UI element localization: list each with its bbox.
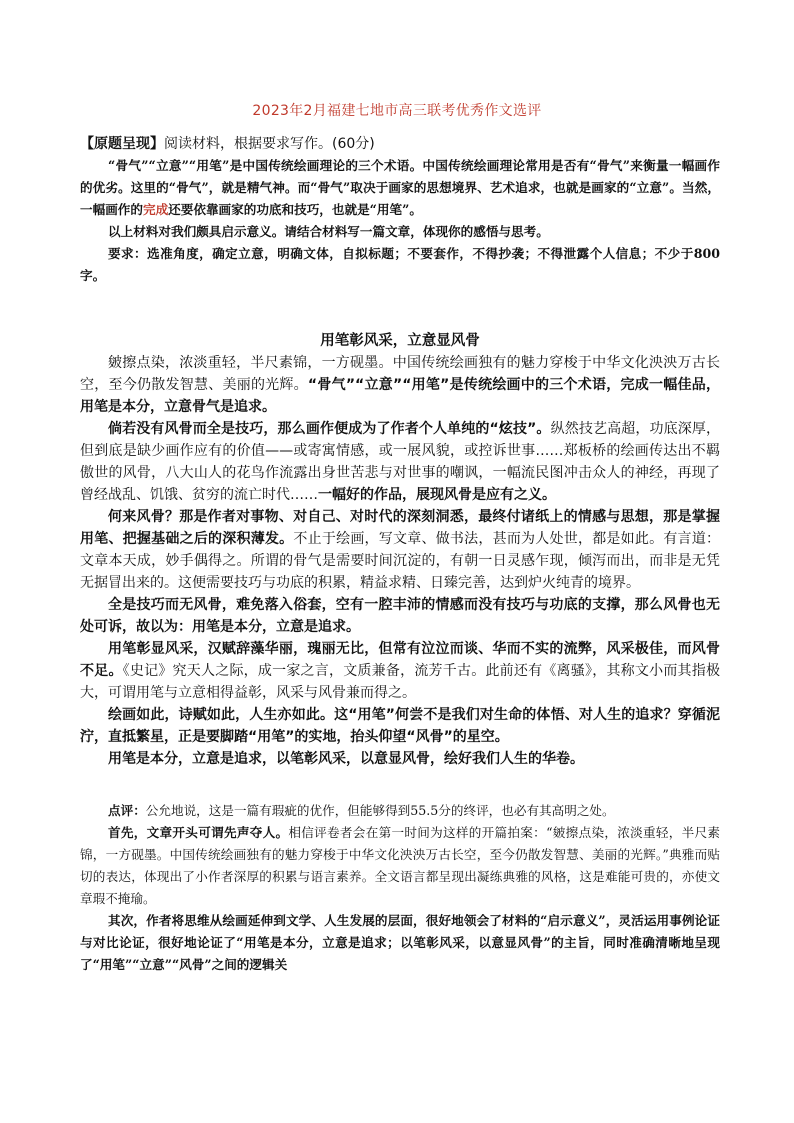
material-text-b: 还要依靠画家的功底和技巧，也就是“用笔”。 [168, 202, 422, 217]
comment-paragraph [80, 822, 720, 910]
essay-paragraph [80, 638, 720, 704]
comment-text: 相信评卷者会在第一时间为这样的开篇拍案：“皴擦点染，浓淡重轻，半尺素锦，一方砚墨。中国传统绘画独有的魅力穿梭于中华文化泱泱万古长空，至今仍散发智慧、美丽的光辉。”典雅而贴切的表达，体现出了小作者深厚的积累与语言素养。全文语言都呈现出凝练典雅的风格，这是难能可贵的，亦使文章瑕不掩瑜。 [80, 825, 721, 906]
essay-paragraph [80, 418, 720, 506]
essay-key-sentence: “骨气”“立意”“用笔”是传统绘画中的三个术语，完成一幅佳品，用笔是本分，立意骨气是追求。 [80, 377, 720, 415]
prompt-label: 【原题呈现】 [80, 136, 164, 152]
essay-key-sentence: 何来风骨？那是作者对事物、对自己、对时代的深刻洞悉，最终付诸纸上的情感与思想，那是掌握用笔、把握基础之后的深积薄发。 [80, 509, 720, 547]
prompt-intro-text: 阅读材料，根据要求写作。(60分) [164, 136, 375, 152]
comment-key-sentence: 首先，文章开头可谓先声夺人。 [108, 825, 289, 840]
essay-key-sentence: 一幅好的作品，展现风骨是应有之义。 [318, 487, 556, 503]
material-text-a: “骨气”“立意”“用笔”是中国传统绘画理论的三个术语。中国传统绘画理论常用是否有“骨气”来衡量一幅画作的优劣。这里的“骨气”，就是精气神。而“骨气”取决于画家的思想境界、艺术追求，也就是画家的“立意”。当然，一幅画作的 [80, 158, 720, 217]
essay-paragraph: 全是技巧而无风骨，难免落入俗套，空有一腔丰沛的情感而没有技巧与功底的支撑，那么风骨也无处可诉，故以为：用笔是本分，立意是追求。 [80, 597, 720, 635]
prompt-material [80, 155, 720, 221]
prompt-instruction: 以上材料对我们颇具启示意义。请结合材料写一篇文章，体现你的感悟与思考。 [108, 224, 549, 239]
essay-paragraph [80, 352, 720, 418]
prompt-intro [80, 133, 720, 155]
comment-section [80, 800, 720, 976]
essay-key-sentence: 倘若没有风骨而全是技巧，那么画作便成为了作者个人单纯的“炫技”。 [108, 421, 551, 437]
document-title: 2023年2月福建七地市高三联考优秀作文选评 [252, 103, 542, 119]
essay-text: 纵然技艺高超，功底深厚，但到底是缺少画作应有的价值——或寄寓情感，或一展风貌，或控诉世事……郑板桥的绘画传达出不羁傲世的风骨，八大山人的花鸟作流露出身世苦悲与对世事的嘲讽，一幅流民图冲击众人的神经，再现了曾经战乱、饥饿、贫穷的流亡时代…… [80, 421, 721, 503]
essay-text: 《史记》究天人之际，成一家之言，文质兼备，流芳千古。此前还有《离骚》，其称文小而其指极大，可谓用笔与立意相得益彰，风采与风骨兼而得之。 [80, 663, 721, 701]
essay-paragraph: 绘画如此，诗赋如此，人生亦如此。这“用笔”何尝不是我们对生命的体悟、对人生的追求？穿循泥泞，直抵繁星，正是要脚踏“用笔”的实地，抬头仰望“风骨”的星空。 [80, 707, 720, 745]
comment-paragraph [80, 800, 720, 822]
essay-title: 用笔彰风采，立意显风骨 [320, 333, 480, 349]
material-text-highlight: 完成 [142, 202, 169, 217]
prompt-section [80, 133, 720, 287]
comment-paragraph: 其次，作者将思维从绘画延伸到文学、人生发展的层面，很好地领会了材料的“启示意义”，灵活运用事例论证与对比论证，很好地论证了“用笔是本分，立意是追求；以笔彰风采，以意显风骨”的主旨，同时准确清晰地呈现了“用笔”“立意”“风骨”之间的逻辑关 [80, 913, 720, 972]
essay-text: 皴擦点染，浓淡重轻，半尺素锦，一方砚墨。中国传统绘画独有的魅力穿梭于中华文化泱泱万古长空，至今仍散发智慧、美丽的光辉。 [80, 355, 720, 393]
comment-label: 点评： [108, 803, 146, 818]
essay-paragraph [80, 506, 720, 594]
prompt-requirements: 要求：选准角度，确定立意，明确文体，自拟标题；不要套作，不得抄袭；不得泄露个人信息；不少于800字。 [80, 246, 720, 283]
essay-paragraph: 用笔是本分，立意是追求，以笔彰风采，以意显风骨，绘好我们人生的华卷。 [108, 751, 584, 767]
essay-key-sentence: 用笔彰显风采，汉赋辞藻华丽，瑰丽无比，但常有泣泣而谈、华而不实的流弊，风采极佳，而风骨不足。 [80, 641, 720, 679]
essay-section [80, 330, 720, 770]
comment-text: 公允地说，这是一篇有瑕疵的优作，但能够得到55.5分的终评，也必有其高明之处。 [145, 803, 615, 818]
essay-text: 不止于绘画，写文章、做书法，甚而为人处世，都是如此。有言道：文章本天成，妙手偶得之。所谓的骨气是需要时间沉淀的，有朝一日灵感乍现，倾泻而出，而非是无凭无据冒出来的。这便需要技巧与功底的积累，精益求精、日臻完善，达到炉火纯青的境界。 [80, 531, 721, 591]
